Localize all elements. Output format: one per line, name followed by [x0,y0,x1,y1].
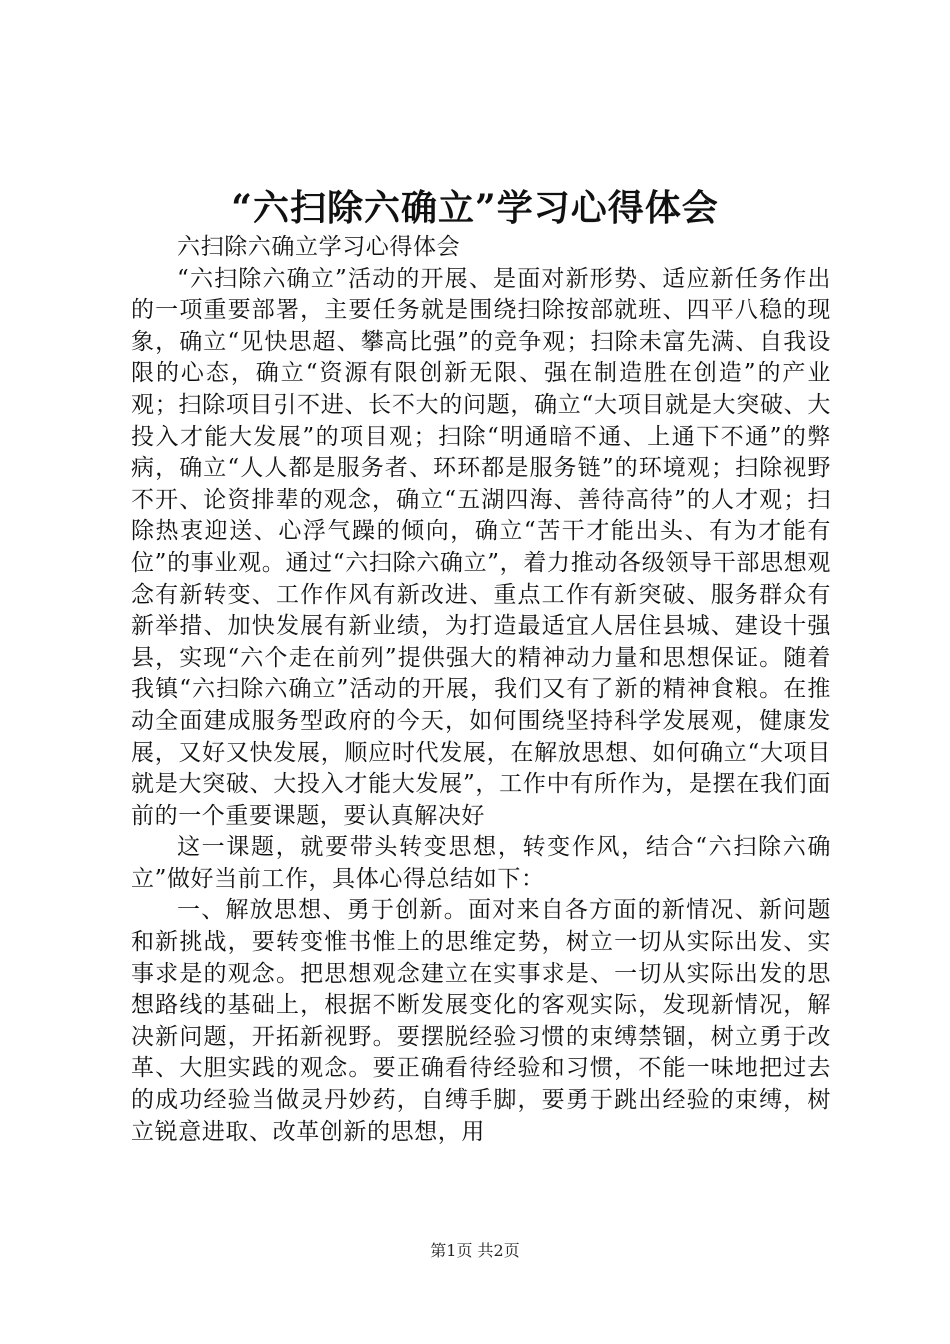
body-paragraph: “六扫除六确立”活动的开展、是面对新形势、适应新任务作出的一项重要部署，主要任务就是围绕扫除按部就班、四平八稳的现象，确立“见快思超、攀高比强”的竞争观；扫除未富先满、自我设限的心态，确立“资源有限创新无限、强在制造胜在创造”的产业观；扫除项目引不进、长不大的问题，确立“大项目就是大突破、大投入才能大发展”的项目观；扫除“明通暗不通、上通下不通”的弊病，确立“人人都是服务者、环环都是服务链”的环境观；扫除视野不开、论资排辈的观念，确立“五湖四海、善待高待”的人才观；扫除热衷迎送、心浮气躁的倾向，确立“苦干才能出头、有为才能有位”的事业观。通过“六扫除六确立”，着力推动各级领导干部思想观念有新转变、工作作风有新改进、重点工作有新突破、服务群众有新举措、加快发展有新业绩，为打造最适宜人居住县城、建设十强县，实现“六个走在前列”提供强大的精神动力量和思想保证。随着我镇“六扫除六确立”活动的开展，我们又有了新的精神食粮。在推动全面建成服务型政府的今天，如何围绕坚持科学发展观，健康发展，又好又快发展，顺应时代发展，在解放思想、如何确立“大项目就是大突破、大投入才能大发展”，工作中有所作为，是摆在我们面前的一个重要课题，要认真解决好 [131,265,831,829]
document-body [131,232,831,1148]
document-title: “六扫除六确立”学习心得体会 [231,187,719,229]
page-footer: 第1页 共2页 [430,1241,520,1260]
body-paragraph: 一、解放思想、勇于创新。面对来自各方面的新情况、新问题和新挑战，要转变惟书惟上的思维定势，树立一切从实际出发、实事求是的观念。把思想观念建立在实事求是、一切从实际出发的思想路线的基础上，根据不断发展变化的客观实际，发现新情况，解决新问题，开拓新视野。要摆脱经验习惯的束缚禁锢，树立勇于改革、大胆实践的观念。要正确看待经验和习惯，不能一味地把过去的成功经验当做灵丹妙药，自缚手脚，要勇于跳出经验的束缚，树立锐意进取、改革创新的思想，用 [131,897,831,1145]
document-subtitle: 六扫除六确立学习心得体会 [177,234,461,260]
body-paragraph: 这一课题，就要带头转变思想，转变作风，结合“六扫除六确立”做好当前工作，具体心得总结如下： [131,834,831,892]
